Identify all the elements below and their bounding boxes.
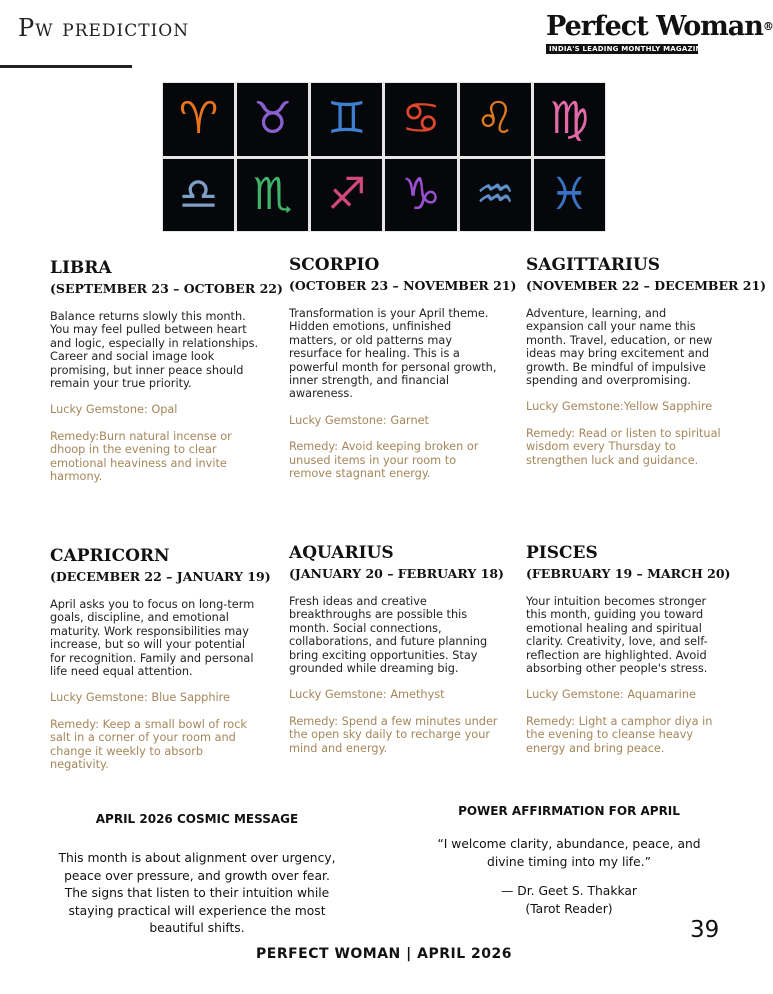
lucky-gemstone: Lucky Gemstone: Amethyst — [289, 688, 445, 702]
author-name: — Dr. Geet S. Thakkar — [501, 884, 637, 898]
sign-dates: (SEPTEMBER 23 – OCTOBER 22) — [50, 281, 283, 296]
affirmation-quote: “I welcome clarity, abundance, peace, and divine timing into my life.” — [437, 837, 701, 869]
sign-prediction: April asks you to focus on long-term goals, discipline, and emotional maturity. Work responsibilities may increase, but so will your potential for recognition. Family and personal life need equal attention. — [50, 598, 255, 679]
sign-name: SAGITTARIUS — [526, 255, 661, 275]
sign-capricorn — [50, 546, 271, 772]
sagittarius-icon: ♐ — [311, 159, 382, 232]
cosmic-message — [52, 812, 342, 938]
lucky-gemstone: Lucky Gemstone: Aquamarine — [526, 688, 696, 702]
section-title: Pw prediction — [18, 14, 190, 42]
sign-prediction: Fresh ideas and creative breakthroughs are possible this month. Social connections, collaborations, and future planning bring exciting opportunities. Stay grounded while dreaming big. — [289, 595, 488, 676]
scorpio-icon: ♏ — [237, 159, 308, 232]
author-role: (Tarot Reader) — [525, 901, 613, 916]
lucky-gemstone: Lucky Gemstone:Yellow Sapphire — [526, 400, 713, 414]
sign-prediction: Adventure, learning, and expansion call your name this month. Travel, education, or new ideas may bring excitement and growth. Be mindful of impulsive spending and overpromising. — [526, 307, 713, 388]
registered-mark: ® — [762, 20, 773, 33]
aquarius-icon: ♒ — [460, 159, 531, 232]
sign-aquarius — [289, 543, 504, 755]
remedy: Remedy: Light a camphor diya in the evening to cleanse heavy energy and bring peace. — [526, 714, 713, 755]
sign-dates: (OCTOBER 23 – NOVEMBER 21) — [289, 278, 517, 293]
cosmic-message-title: APRIL 2026 COSMIC MESSAGE — [95, 812, 299, 826]
power-affirmation — [425, 804, 713, 918]
sign-name: SCORPIO — [289, 255, 380, 275]
remedy: Remedy:Burn natural incense or dhoop in the evening to clear emotional heaviness and invite harmony. — [50, 429, 232, 484]
sign-dates: (DECEMBER 22 – JANUARY 19) — [50, 569, 271, 584]
page-footer: PERFECT WOMAN | APRIL 2026 — [256, 946, 512, 962]
lucky-gemstone: Lucky Gemstone: Garnet — [289, 413, 429, 427]
remedy: Remedy: Keep a small bowl of rock salt in a corner of your room and change it weekly to absorb negativity. — [50, 717, 247, 772]
sign-sagittarius — [526, 255, 767, 467]
sign-libra — [50, 258, 283, 484]
sign-pisces — [526, 543, 731, 755]
page-number: 39 — [690, 917, 720, 943]
magazine-logo — [546, 11, 773, 54]
cosmic-message-text: This month is about alignment over urgency, peace over pressure, and growth over fear. The signs that listen to their intuition while staying practical will experience the most beautiful shifts. — [58, 851, 336, 935]
cancer-icon: ♋ — [385, 83, 456, 156]
sign-prediction: Transformation is your April theme. Hidden emotions, unfinished matters, or old patterns may resurface for healing. This is a powerful month for personal growth, inner strength, and financial awareness. — [289, 307, 497, 401]
remedy: Remedy: Avoid keeping broken or unused items in your room to remove stagnant energy. — [289, 440, 479, 481]
pisces-icon: ♓ — [534, 159, 605, 232]
lucky-gemstone: Lucky Gemstone: Opal — [50, 403, 178, 417]
sign-name: CAPRICORN — [50, 546, 170, 566]
capricorn-icon: ♑ — [385, 159, 456, 232]
affirmation-title: POWER AFFIRMATION FOR APRIL — [458, 804, 680, 818]
sign-prediction: Balance returns slowly this month. You may feel pulled between heart and logic, especially in relationships. Career and social image look promising, but inner peace should remain your true priority. — [50, 310, 259, 391]
libra-icon: ♎ — [163, 159, 234, 232]
affirmation-author — [425, 883, 713, 918]
logo-text: Perfect Woman — [546, 11, 763, 42]
section-divider — [0, 65, 132, 68]
sign-prediction: Your intuition becomes stronger this month, guiding you toward emotional healing and spiritual clarity. Creativity, love, and self-reflection are highlighted. Avoid absorbing other people's stress. — [526, 595, 708, 676]
remedy: Remedy: Spend a few minutes under the open sky daily to recharge your mind and energy. — [289, 714, 498, 755]
zodiac-image-grid — [162, 82, 606, 232]
gemini-icon: ♊ — [311, 83, 382, 156]
sign-dates: (JANUARY 20 – FEBRUARY 18) — [289, 566, 504, 581]
taurus-icon: ♉ — [237, 83, 308, 156]
remedy: Remedy: Read or listen to spiritual wisdom every Thursday to strengthen luck and guidance. — [526, 426, 721, 467]
sign-scorpio — [289, 255, 517, 481]
sign-name: PISCES — [526, 543, 598, 563]
leo-icon: ♌ — [460, 83, 531, 156]
lucky-gemstone: Lucky Gemstone: Blue Sapphire — [50, 691, 230, 705]
sign-name: LIBRA — [50, 258, 112, 278]
logo-wordmark — [546, 11, 773, 42]
logo-tagline: INDIA'S LEADING MONTHLY MAGAZINE — [546, 44, 698, 54]
aries-icon: ♈ — [163, 83, 234, 156]
sign-name: AQUARIUS — [289, 543, 394, 563]
virgo-icon: ♍ — [534, 83, 605, 156]
sign-dates: (FEBRUARY 19 – MARCH 20) — [526, 566, 731, 581]
sign-dates: (NOVEMBER 22 – DECEMBER 21) — [526, 278, 767, 293]
